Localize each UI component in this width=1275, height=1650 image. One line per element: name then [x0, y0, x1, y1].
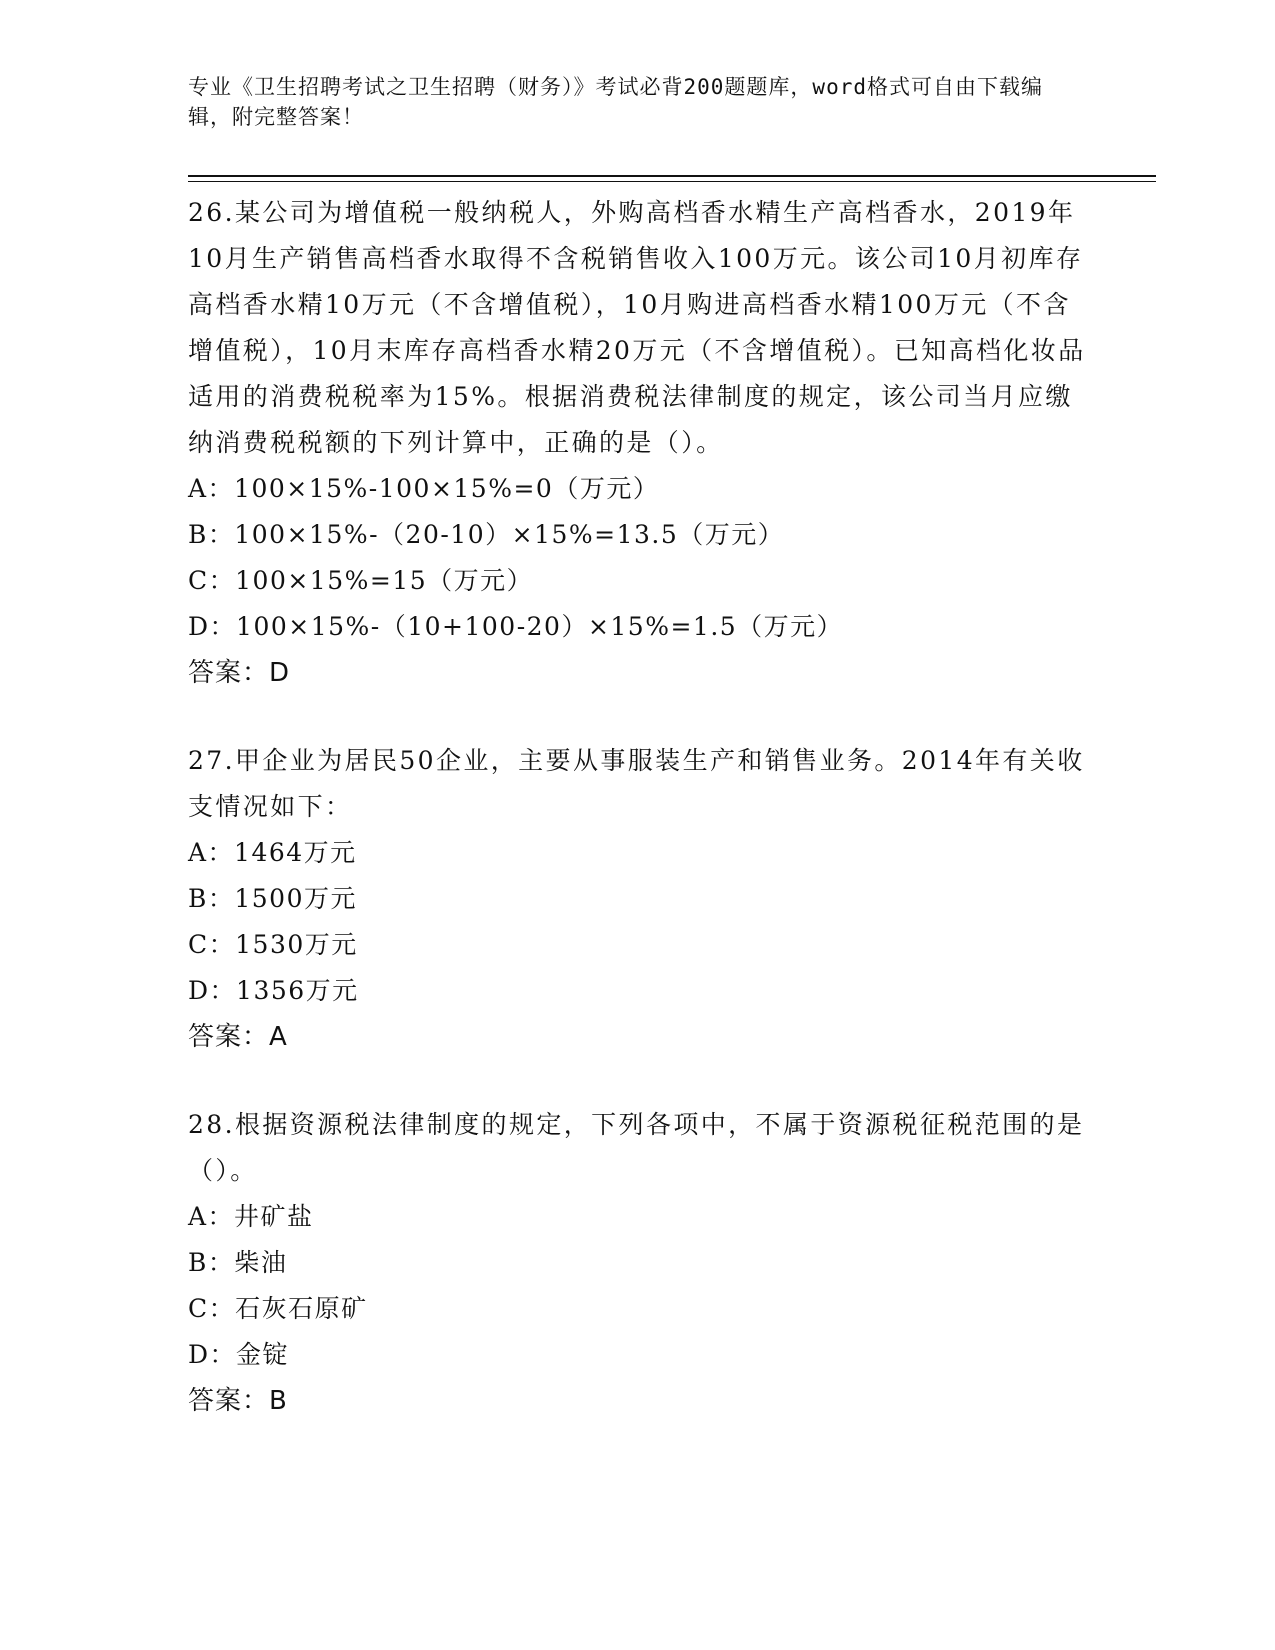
- question-stem: 28.根据资源税法律制度的规定，下列各项中，不属于资源税征税范围的是（）。: [188, 1110, 1085, 1185]
- option-a: A：1464万元: [188, 838, 357, 867]
- option-a: A：100×15%-100×15%=0（万元）: [188, 474, 660, 503]
- option-d: D：1356万元: [188, 976, 359, 1005]
- answer-line: 答案：D: [188, 658, 291, 688]
- header-divider-thin: [188, 181, 1156, 182]
- question-27: [188, 738, 1088, 1060]
- option-b: B：100×15%-（20-10）×15%=13.5（万元）: [188, 520, 785, 549]
- answer-line: 答案：A: [188, 1022, 288, 1052]
- option-c: C：100×15%=15（万元）: [188, 566, 534, 595]
- document-header: 专业《卫生招聘考试之卫生招聘（财务）》考试必背200题题库，word格式可自由下载编辑，附完整答案！: [188, 75, 1043, 129]
- option-a: A：井矿盐: [188, 1202, 314, 1231]
- question-28: [188, 1102, 1088, 1424]
- option-b: B：柴油: [188, 1248, 288, 1277]
- question-26: [188, 190, 1088, 696]
- option-d: D：100×15%-（10+100-20）×15%=1.5（万元）: [188, 612, 844, 641]
- question-stem: 26.某公司为增值税一般纳税人，外购高档香水精生产高档香水，2019年10月生产销售高档香水取得不含税销售收入100万元。该公司10月初库存高档香水精10万元（不含增值税），10月购进高档香水精100万元（不含增值税），10月末库存高档香水精20万元（不含增值税）。已知高档化妆品适用的消费税税率为15%。根据消费税法律制度的规定，该公司当月应缴纳消费税税额的下列计算中，正确的是（）。: [188, 198, 1086, 457]
- header-divider-thick: [188, 175, 1156, 177]
- option-c: C：1530万元: [188, 930, 358, 959]
- question-list: [188, 190, 1088, 1466]
- question-stem: 27.甲企业为居民50企业，主要从事服装生产和销售业务。2014年有关收支情况如下：: [188, 746, 1085, 821]
- option-b: B：1500万元: [188, 884, 357, 913]
- option-c: C：石灰石原矿: [188, 1294, 368, 1323]
- answer-line: 答案：B: [188, 1386, 288, 1416]
- option-d: D：金锭: [188, 1340, 290, 1369]
